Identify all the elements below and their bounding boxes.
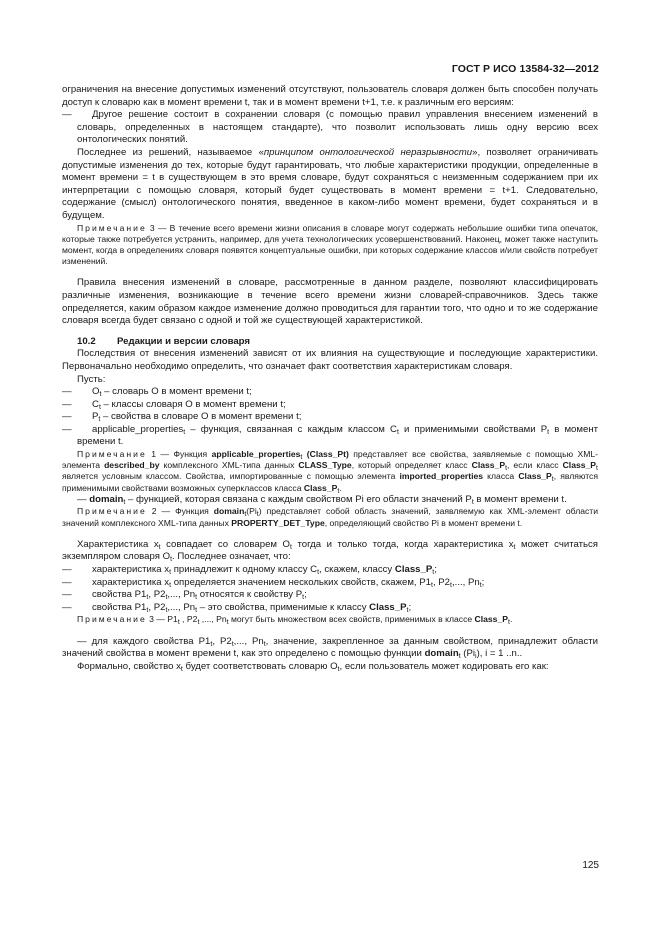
text: определяется значением нескольких свойств, скажем, P1	[171, 576, 431, 588]
page-number: 125	[582, 860, 599, 871]
subscript: t	[406, 606, 409, 614]
subscript: t	[396, 428, 399, 436]
text: в момент времени t.	[473, 493, 567, 505]
text: Характеристика x	[77, 538, 159, 550]
text: – функцией, которая связана с каждым свойством Pi его области значений P	[125, 493, 472, 505]
code-term: Class_P	[369, 601, 407, 613]
text: P1	[167, 614, 178, 625]
note-number: 3 —	[149, 222, 167, 233]
text: ,..., Pn	[167, 589, 196, 601]
subscript: t	[170, 556, 173, 564]
text: будет соответствовать словарю O	[182, 660, 338, 672]
code-term: Class_P	[474, 614, 508, 625]
subscript: t	[479, 581, 482, 589]
subscript: t	[256, 511, 259, 519]
paragraph	[62, 661, 598, 674]
subscript: t	[165, 594, 168, 602]
paragraph	[62, 147, 598, 223]
code-term: (Class_Pt)	[302, 449, 349, 460]
list-item	[62, 589, 598, 602]
code-term: Class_P	[303, 482, 338, 493]
code-term: CLASS_Type	[298, 460, 352, 471]
subscript: t	[300, 454, 303, 462]
subscript: t	[226, 619, 229, 627]
code-term: domain	[89, 493, 124, 505]
text: .	[509, 614, 513, 625]
code-term: Class_P	[394, 564, 433, 576]
code-term: PROPERTY_DET_Type	[231, 517, 325, 528]
text: характеристика x	[92, 564, 170, 576]
paragraph: Последствия от внесения изменений зависят от их влияния на существующие и последующие характеристики. Первоначально необходимо определить, что означает факт соответствия характеристикам словаря.	[62, 348, 598, 372]
text: ,..., Pn	[233, 635, 264, 647]
subscript: t	[432, 569, 435, 577]
text: представляет все свойства, заявляемые с помощью XML-элемента	[62, 449, 599, 471]
subscript: t	[513, 543, 516, 551]
subscript: t	[99, 391, 102, 399]
text: и применимыми свойствами P	[398, 423, 548, 435]
section-title: Редакции и версии словаря	[117, 335, 251, 347]
emphasis: принципом онтологической неразрывности	[263, 146, 473, 158]
text: тогда и только тогда, когда характеристика x	[291, 538, 514, 550]
text: класса	[483, 471, 519, 482]
text: ;	[408, 601, 412, 613]
code-term: domain	[424, 648, 459, 660]
text: , P2	[148, 601, 166, 613]
text: , если класс	[507, 460, 563, 471]
text: свойства P1	[92, 601, 147, 613]
text: . Последнее означает, что:	[172, 551, 291, 563]
text: .	[339, 482, 342, 493]
subscript: t	[471, 498, 474, 506]
text: ,..., Pn	[167, 601, 196, 613]
list-item	[62, 386, 598, 399]
dash: —	[62, 589, 72, 601]
text: ;	[304, 589, 307, 601]
subscript: t	[505, 465, 508, 473]
text: applicable_properties	[92, 423, 184, 435]
subscript: t	[231, 640, 234, 648]
note-number: 2 —	[151, 506, 171, 517]
text: », позволяет ограничивать допустимые изменения до тех, которые будут гарантировать, что любые характеристики продукции, определенные в момент времени = t в существующем в это время словаре, будут сохраняться с неизменным содержанием при их интерпретации с помощью словаря, который будет существовать в момент времени = t+1. Следовательно, содержание (смысл) онтологического понятия, введенное в каком-либо момент времени, будет сохраняться и в будущем.	[62, 146, 598, 221]
subscript: t	[337, 487, 340, 495]
text: – это свойства, применимые к классу	[197, 601, 370, 613]
subscript: t	[197, 619, 200, 627]
note-3	[62, 223, 598, 268]
text: , скажем, классу	[319, 564, 395, 576]
subscript: t	[317, 569, 320, 577]
code-term: Class_P	[562, 460, 597, 471]
dash: —	[62, 398, 72, 410]
code-term: described_by	[104, 460, 160, 471]
text: , определяющий свойство Pi в момент времени t.	[324, 517, 523, 528]
subscript: t	[169, 569, 172, 577]
subscript: t	[547, 428, 550, 436]
paragraph: Пусть:	[77, 373, 106, 385]
subscript: t	[195, 594, 198, 602]
text: , являются применимыми свойствами возможных суперклассов класса	[62, 471, 598, 493]
text: – свойства в словаре O в момент времени t;	[100, 411, 302, 423]
text: O	[92, 386, 100, 398]
subscript: t	[195, 606, 198, 614]
note-label: Примечание	[77, 506, 147, 517]
section-number: 10.2	[77, 335, 96, 347]
subscript: t	[177, 619, 180, 627]
paragraph: ограничения на внесение допустимых изменений отсутствуют, пользователь словаря должен быть способен получать доступ к словарю как в момент времени t, так и в момент времени t+1, т.е. к различным его версиям:	[62, 84, 598, 108]
note-label: Примечание	[77, 222, 147, 233]
dash: —	[62, 601, 72, 613]
text: совпадает со словарем O	[160, 538, 290, 550]
text: , P2	[179, 614, 198, 625]
list-item	[62, 109, 598, 147]
text: ,..., Pn	[451, 576, 480, 588]
text: , P2	[148, 589, 166, 601]
text: (Pi	[246, 506, 257, 517]
text: ,..., Pn	[199, 614, 227, 625]
note-3b	[62, 614, 598, 625]
subscript: t	[210, 640, 213, 648]
text: комплексного XML-типа данных	[159, 460, 299, 471]
subscript: t	[244, 511, 247, 519]
text: ) представляет собой область значений, заявляемую как XML-элемент области значений комплексного XML-типа данных	[62, 506, 599, 528]
subscript: t	[450, 581, 452, 589]
subscript: t	[169, 581, 172, 589]
page-header: ГОСТ Р ИСО 13584-32—2012	[451, 63, 599, 75]
text: , значение, закрепленное за данным свойством, принадлежит области значений свойства в момент времени t, как это определено с помощью функции	[62, 635, 598, 660]
list-item	[62, 424, 598, 449]
list-item	[62, 602, 598, 615]
text: могут быть множеством всех свойств, применимых в классе	[228, 614, 475, 625]
text: Последнее из решений, называемое «	[77, 146, 264, 158]
text: , P2	[212, 635, 232, 647]
note-label: Примечание	[77, 449, 147, 460]
text: может считаться экземпляром словаря O	[62, 538, 598, 563]
subscript: t	[98, 403, 101, 411]
text: ), i = 1 ..n..	[476, 648, 523, 660]
text: , который определяет класс	[351, 460, 472, 471]
text: Функция	[173, 449, 212, 460]
section-heading	[62, 336, 598, 349]
dash: —	[62, 564, 72, 576]
subscript: t	[158, 543, 161, 551]
subscript: t	[551, 476, 554, 484]
list-item-text: Другое решение состоит в сохранении словаря (с помощью правил управления внесением изменений в словарь, определенных в настоящем стандарте), что позволит использовать лишь одну версию всех онтологических понятий.	[77, 109, 598, 146]
dash: —	[62, 109, 72, 121]
dash: —	[62, 386, 72, 398]
text: C	[92, 398, 99, 410]
subscript: t	[302, 594, 305, 602]
text: относятся к свойству P	[197, 589, 303, 601]
text: свойства P1	[92, 589, 147, 601]
text: ;	[481, 576, 485, 588]
code-term: Class_P	[471, 460, 506, 471]
text: , P2	[432, 576, 451, 588]
note-text: В течение всего времени жизни описания в словаре могут содержать небольшие ошибки типа опечаток, которые также потребуется устранить, например, для учета технологических усовершенствований. Наконец, может также наступить момент, когда в определениях словаря появятся концептуальные ошибки, при которых содержание классов и/или свойств потребует изменений.	[62, 222, 599, 267]
text: Формально, свойство x	[77, 660, 181, 672]
text: характеристика x	[92, 576, 170, 588]
text: – словарь O в момент времени t;	[101, 386, 252, 398]
text: P	[92, 411, 99, 423]
dash: —	[62, 576, 72, 588]
code-term: domain	[213, 506, 245, 517]
code-term: applicable_properties	[211, 449, 301, 460]
code-term: imported_properties	[399, 471, 484, 482]
subscript: t	[507, 619, 510, 627]
subscript: i	[475, 653, 477, 661]
paragraph	[62, 539, 598, 564]
note-label: Примечание	[77, 614, 147, 625]
document-body	[62, 84, 598, 673]
note-1	[62, 449, 598, 494]
subscript: t	[146, 606, 149, 614]
text: принадлежит к одному классу C	[171, 564, 318, 576]
subscript: t	[290, 543, 292, 551]
subscript: t	[98, 416, 101, 424]
text: Функция	[175, 506, 214, 517]
subscript: t	[123, 498, 126, 506]
text: ;	[434, 564, 437, 576]
list-item	[62, 399, 598, 412]
text: , если пользователь может кодировать его как:	[339, 660, 549, 672]
text: в момент времени t.	[77, 423, 599, 448]
subscript: t	[596, 465, 598, 473]
paragraph	[62, 636, 598, 661]
text: – функция, связанная с каждым классом C	[185, 423, 397, 435]
text: – классы словаря O в момент времени t;	[100, 398, 286, 410]
paragraph: Правила внесения изменений в словаре, рассмотренные в данном разделе, позволяют классифицировать различные изменения, возникающие в течение всего времени жизни словарей-справочников. Здесь также определяется, каким образом каждое изменение должно проводиться для гарантии того, что одно и то же содержание словаря всегда будет связано с одной и той же существующей характеристикой.	[62, 277, 598, 327]
note-2	[62, 506, 598, 528]
text: (Pi	[460, 648, 476, 660]
subscript: t	[431, 581, 433, 589]
subscript: t	[183, 428, 186, 436]
dash: —	[77, 493, 87, 505]
subscript: t	[146, 594, 149, 602]
subscript: t	[263, 640, 266, 648]
note-number: 3 —	[149, 614, 165, 625]
list-item	[62, 577, 598, 590]
dash: —	[62, 423, 72, 435]
dash: —	[62, 411, 72, 423]
subscript: t	[165, 606, 168, 614]
subscript: t	[180, 665, 183, 673]
text: является условным классом. Свойства, импортированные с помощью элемента	[62, 471, 400, 482]
list-item	[62, 411, 598, 424]
code-term: Class_P	[518, 471, 552, 482]
subscript: t	[337, 665, 340, 673]
text: — для каждого свойства P1	[77, 635, 211, 647]
note-number: 1 —	[151, 449, 169, 460]
subscript: t	[458, 653, 461, 661]
list-item	[62, 564, 598, 577]
paragraph	[62, 494, 598, 507]
